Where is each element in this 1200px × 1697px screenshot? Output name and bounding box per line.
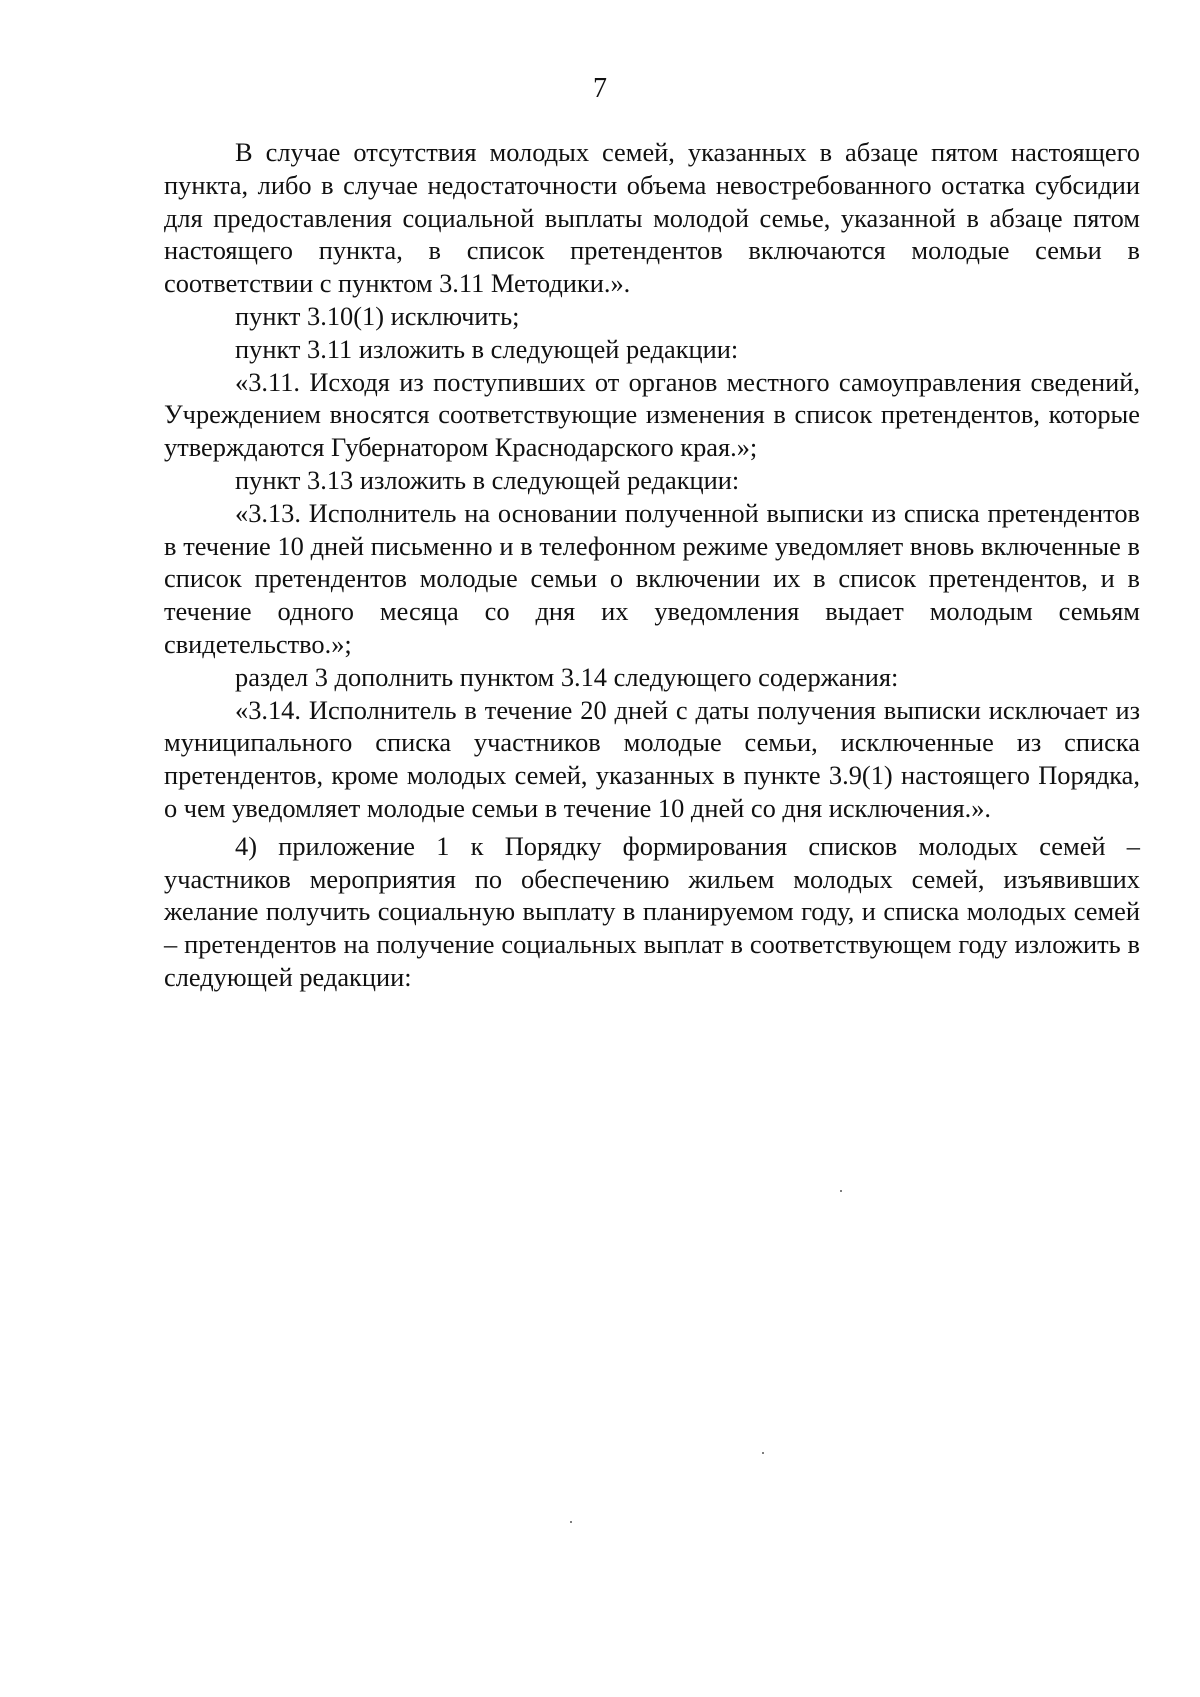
paragraph-text-3-13: «3.13. Исполнитель на основании полученной выписки из списка претендентов в течение 10 дней письменно и в телефонном режиме уведомляет вновь включенные в список претендентов молодые семьи о включении их в список претендентов, и в течение одного месяца со дня их уведомления выдает молодым семьям свидетельство.»; xyxy=(164,497,1140,659)
paragraph-appendix-1: 4) приложение 1 к Порядку формирования списков молодых семей – участников мероприятия по обеспечению жильем молодых семей, изъявивших желание получить социальную выплату в планируемом году, и списка молодых семей – претендентов на получение социальных выплат в соответствующем году изложить в следующей редакции: xyxy=(164,830,1140,992)
paragraph-absence-of-families: В случае отсутствия молодых семей, указанных в абзаце пятом настоящего пункта, либо в случае недостаточности объема невостребованного остатка субсидии для предоставления социальной выплаты молодой семье, указанной в абзаце пятом настоящего пункта, в список претендентов включаются молодые семьи в соответствии с пунктом 3.11 Методики.». xyxy=(164,137,1140,299)
paragraph-amend-3-13: пункт 3.13 изложить в следующей редакции: xyxy=(235,464,740,495)
scan-speck xyxy=(570,1521,572,1523)
scan-speck xyxy=(762,1452,764,1454)
document-body xyxy=(164,136,1140,994)
paragraph-text-3-14: «3.14. Исполнитель в течение 20 дней с даты получения выписки исключает из муниципального списка участников молодые семьи, исключенные из списка претендентов, кроме молодых семей, указанных в пункте 3.9(1) настоящего Порядка, о чем уведомляет молодые семьи в течение 10 дней со дня исключения.». xyxy=(164,694,1140,823)
page-number: 7 xyxy=(593,73,607,104)
scan-speck xyxy=(840,1190,842,1192)
paragraph-add-3-14: раздел 3 дополнить пунктом 3.14 следующего содержания: xyxy=(235,661,899,692)
paragraph-amend-3-11: пункт 3.11 изложить в следующей редакции: xyxy=(235,333,739,364)
paragraph-exclude-3-10-1: пункт 3.10(1) исключить; xyxy=(235,300,520,331)
paragraph-text-3-11: «3.11. Исходя из поступивших от органов местного самоуправления сведений, Учреждением вносятся соответствующие изменения в список претендентов, которые утверждаются Губернатором Краснодарского края.»; xyxy=(164,366,1140,463)
